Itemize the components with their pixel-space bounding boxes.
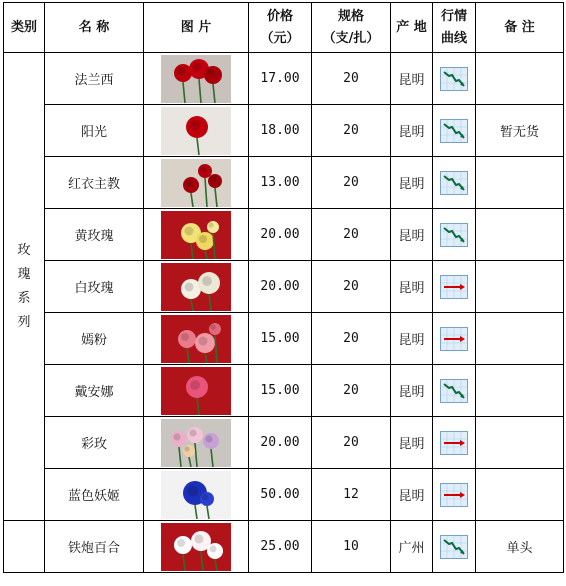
category-char: 系: [17, 290, 31, 306]
remark-cell: [476, 53, 564, 105]
table-row: [4, 209, 564, 261]
flower-name: 法兰西: [74, 73, 114, 88]
spec-cell: [312, 209, 391, 261]
header-origin: 产 地: [391, 3, 433, 53]
origin-cell: [391, 53, 433, 105]
name-cell: [45, 53, 144, 105]
name-cell: [45, 521, 144, 573]
header-trend-line1: 行情: [440, 8, 467, 24]
remark-cell: [476, 469, 564, 521]
table-row: [4, 313, 564, 365]
table-row: [4, 521, 564, 573]
flower-name: 黄玫瑰: [74, 229, 114, 244]
flower-photo: [161, 263, 231, 311]
remark-cell: [476, 105, 564, 157]
trend-cell: [433, 105, 476, 157]
table-row: [4, 417, 564, 469]
origin-cell: [391, 261, 433, 313]
flower-name: 蓝色妖姬: [67, 489, 120, 504]
price-value: 20.00: [260, 435, 300, 450]
price-value: 15.00: [260, 383, 300, 398]
origin-cell: [391, 365, 433, 417]
spec-cell: [312, 469, 391, 521]
header-spec-line1: 规格: [337, 8, 364, 24]
trend-down-icon[interactable]: [440, 119, 468, 143]
remark-cell: [476, 521, 564, 573]
trend-cell: [433, 313, 476, 365]
category-cell: [4, 53, 45, 521]
price-cell: [249, 261, 312, 313]
origin-value: 昆明: [398, 125, 425, 140]
remark-value: 单头: [506, 541, 533, 556]
origin-cell: [391, 313, 433, 365]
origin-cell: [391, 157, 433, 209]
price-value: 15.00: [260, 331, 300, 346]
origin-cell: [391, 417, 433, 469]
origin-value: 昆明: [398, 229, 425, 244]
trend-flat-icon[interactable]: [440, 327, 468, 351]
trend-flat-icon[interactable]: [440, 275, 468, 299]
spec-value: 20: [343, 331, 359, 346]
trend-down-icon[interactable]: [440, 535, 468, 559]
spec-cell: [312, 157, 391, 209]
image-cell: [144, 521, 249, 573]
flower-photo: [161, 159, 231, 207]
flower-name: 铁炮百合: [67, 541, 120, 556]
spec-value: 20: [343, 123, 359, 138]
trend-flat-icon[interactable]: [440, 431, 468, 455]
category-char: 瑰: [17, 266, 31, 282]
flower-photo: [161, 55, 231, 103]
image-cell: [144, 313, 249, 365]
category-cell: [4, 521, 45, 573]
price-cell: [249, 521, 312, 573]
flower-photo: [161, 367, 231, 415]
price-value: 50.00: [260, 487, 300, 502]
image-cell: [144, 365, 249, 417]
origin-cell: [391, 469, 433, 521]
trend-cell: [433, 157, 476, 209]
header-price-line2: （元）: [260, 30, 300, 46]
spec-value: 20: [343, 175, 359, 190]
remark-cell: [476, 209, 564, 261]
image-cell: [144, 53, 249, 105]
price-cell: [249, 209, 312, 261]
header-image: 图 片: [144, 3, 249, 53]
name-cell: [45, 417, 144, 469]
flower-photo: [161, 471, 231, 519]
price-value: 17.00: [260, 71, 300, 86]
trend-down-icon[interactable]: [440, 223, 468, 247]
origin-cell: [391, 105, 433, 157]
table-row: [4, 157, 564, 209]
category-char: 列: [17, 314, 31, 330]
remark-cell: [476, 365, 564, 417]
header-category: 类别: [4, 3, 45, 53]
table-row: [4, 53, 564, 105]
price-cell: [249, 365, 312, 417]
origin-value: 昆明: [398, 281, 425, 296]
name-cell: [45, 365, 144, 417]
spec-value: 10: [343, 539, 359, 554]
price-cell: [249, 417, 312, 469]
header-row: [4, 3, 564, 53]
flower-name: 戴安娜: [74, 385, 114, 400]
trend-cell: [433, 261, 476, 313]
table-row: [4, 469, 564, 521]
origin-value: 昆明: [398, 385, 425, 400]
flower-name: 彩玫: [80, 437, 107, 452]
trend-flat-icon[interactable]: [440, 483, 468, 507]
spec-cell: [312, 521, 391, 573]
image-cell: [144, 469, 249, 521]
image-cell: [144, 157, 249, 209]
price-cell: [249, 313, 312, 365]
header-spec-line2: （支/扎）: [322, 30, 380, 46]
spec-value: 20: [343, 71, 359, 86]
header-spec: [312, 3, 391, 53]
origin-value: 昆明: [398, 333, 425, 348]
table-row: [4, 261, 564, 313]
trend-cell: [433, 469, 476, 521]
image-cell: [144, 209, 249, 261]
price-value: 13.00: [260, 175, 300, 190]
name-cell: [45, 209, 144, 261]
table-row: [4, 105, 564, 157]
name-cell: [45, 261, 144, 313]
price-value: 18.00: [260, 123, 300, 138]
table-body: [4, 53, 564, 573]
spec-cell: [312, 261, 391, 313]
origin-cell: [391, 521, 433, 573]
table-row: [4, 365, 564, 417]
image-cell: [144, 105, 249, 157]
spec-value: 20: [343, 279, 359, 294]
category-char: 玫: [17, 242, 31, 258]
trend-cell: [433, 365, 476, 417]
origin-cell: [391, 209, 433, 261]
spec-value: 12: [343, 487, 359, 502]
spec-cell: [312, 365, 391, 417]
spec-value: 20: [343, 435, 359, 450]
name-cell: [45, 157, 144, 209]
origin-value: 昆明: [398, 489, 425, 504]
flower-name: 白玫瑰: [74, 281, 114, 296]
trend-cell: [433, 53, 476, 105]
name-cell: [45, 313, 144, 365]
header-trend-line2: 曲线: [440, 30, 467, 46]
remark-cell: [476, 417, 564, 469]
header-price-line1: 价格: [266, 8, 293, 24]
trend-down-icon[interactable]: [440, 67, 468, 91]
remark-cell: [476, 313, 564, 365]
image-cell: [144, 261, 249, 313]
spec-cell: [312, 417, 391, 469]
flower-photo: [161, 107, 231, 155]
spec-value: 20: [343, 227, 359, 242]
header-name: 名 称: [45, 3, 144, 53]
name-cell: [45, 105, 144, 157]
flower-photo: [161, 523, 231, 571]
price-value: 20.00: [260, 279, 300, 294]
trend-down-icon[interactable]: [440, 171, 468, 195]
spec-cell: [312, 313, 391, 365]
image-cell: [144, 417, 249, 469]
header-trend: [433, 3, 476, 53]
spec-cell: [312, 53, 391, 105]
origin-value: 广州: [398, 541, 425, 556]
spec-value: 20: [343, 383, 359, 398]
price-value: 20.00: [260, 227, 300, 242]
price-value: 25.00: [260, 539, 300, 554]
price-cell: [249, 157, 312, 209]
remark-cell: [476, 157, 564, 209]
flower-photo: [161, 211, 231, 259]
origin-value: 昆明: [398, 437, 425, 452]
flower-photo: [161, 315, 231, 363]
trend-cell: [433, 417, 476, 469]
trend-down-icon[interactable]: [440, 379, 468, 403]
price-cell: [249, 105, 312, 157]
remark-cell: [476, 261, 564, 313]
trend-cell: [433, 209, 476, 261]
flower-name: 红衣主教: [67, 177, 120, 192]
category-label: [4, 239, 44, 335]
flower-photo: [161, 419, 231, 467]
name-cell: [45, 469, 144, 521]
remark-value: 暂无货: [499, 125, 539, 140]
spec-cell: [312, 105, 391, 157]
header-remark: 备 注: [476, 3, 564, 53]
price-cell: [249, 469, 312, 521]
origin-value: 昆明: [398, 177, 425, 192]
flower-price-table: [3, 2, 564, 573]
flower-name: 阳光: [80, 125, 107, 140]
flower-name: 嫣粉: [80, 333, 107, 348]
header-price: [249, 3, 312, 53]
price-cell: [249, 53, 312, 105]
origin-value: 昆明: [398, 73, 425, 88]
trend-cell: [433, 521, 476, 573]
